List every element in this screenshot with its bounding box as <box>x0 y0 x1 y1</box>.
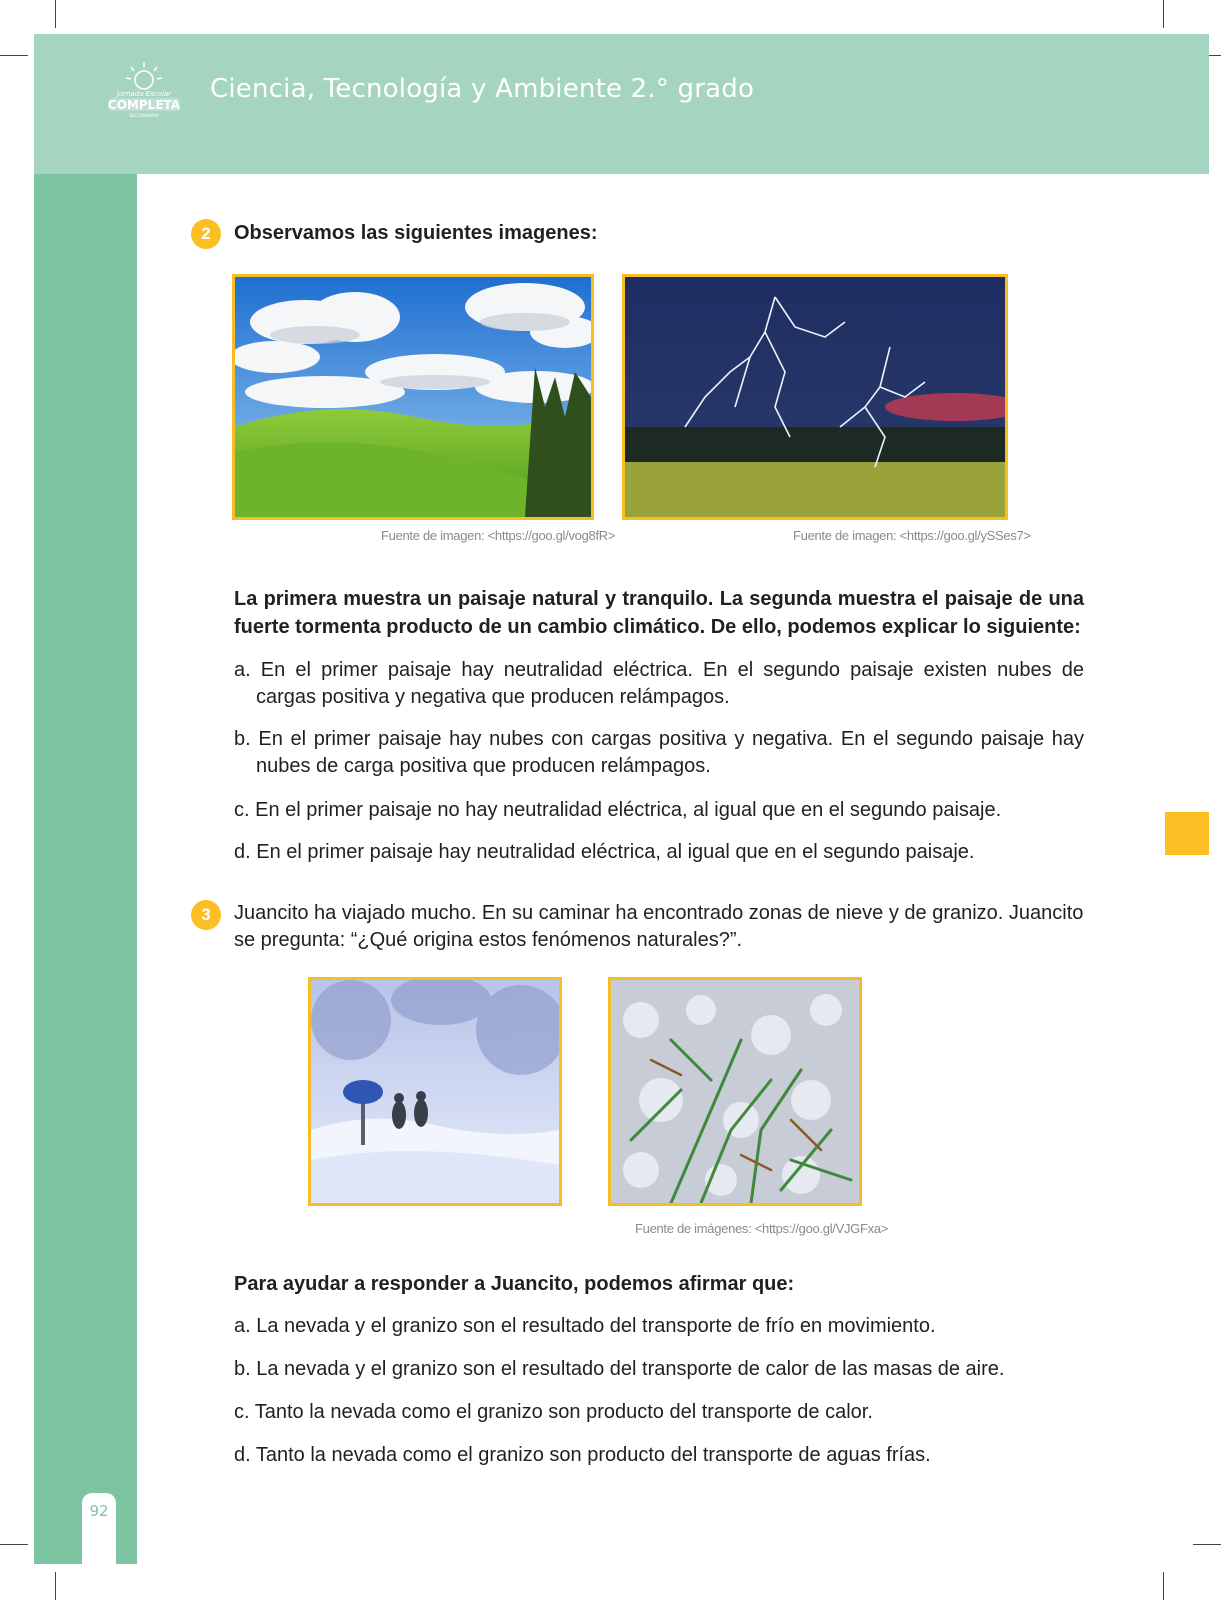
page-number: 92 <box>89 1502 109 1520</box>
left-sidebar <box>34 174 137 1564</box>
svg-text:Jornada Escolar: Jornada Escolar <box>116 90 172 98</box>
jornada-escolar-logo <box>104 60 184 120</box>
answer-option-b[interactable]: b. La nevada y el granizo son el resultado del transporte de calor de las masas de aire. <box>234 1358 1005 1380</box>
answer-option-d[interactable]: d. Tanto la nevada como el granizo son producto del transporte de aguas frías. <box>234 1444 931 1466</box>
svg-text:SECUNDARIA: SECUNDARIA <box>129 114 159 119</box>
image-source-caption: Fuente de imagen: <https://goo.gl/vog8fR> <box>381 528 616 543</box>
svg-text:COMPLETA: COMPLETA <box>107 98 181 112</box>
question-2-title: Observamos las siguientes imagenes: <box>234 222 598 244</box>
crop-mark <box>0 1544 28 1545</box>
crop-mark <box>55 1572 56 1600</box>
crop-mark <box>1193 1544 1221 1545</box>
answer-option-c[interactable]: c. En el primer paisaje no hay neutralidad eléctrica, al igual que en el segundo paisaje. <box>234 799 1002 821</box>
landscape-photo <box>232 274 594 520</box>
answer-option-a[interactable]: a. En el primer paisaje hay neutralidad eléctrica. En el segundo paisaje existen nubes de cargas positiva y negativa que producen relámpagos. <box>234 659 1084 708</box>
crop-mark <box>0 55 28 56</box>
header-title: Ciencia, Tecnología y Ambiente 2.° grado <box>210 74 755 104</box>
answer-option-b[interactable]: b. En el primer paisaje hay nubes con cargas positiva y negativa. En el segundo paisaje hay nubes de carga positiva que producen relámpagos. <box>234 728 1084 777</box>
question-number-badge: 3 <box>191 900 221 930</box>
question-number-badge: 2 <box>191 219 221 249</box>
side-marker <box>1165 812 1209 855</box>
answer-option-c[interactable]: c. Tanto la nevada como el granizo son producto del transporte de calor. <box>234 1401 873 1423</box>
question-3-prompt: Para ayudar a responder a Juancito, podemos afirmar que: <box>234 1273 795 1295</box>
answer-option-a[interactable]: a. La nevada y el granizo son el resultado del transporte de frío en movimiento. <box>234 1315 936 1337</box>
crop-mark <box>1163 0 1164 28</box>
page-header <box>34 34 1209 174</box>
question-3-intro: Juancito ha viajado mucho. En su caminar ha encontrado zonas de nieve y de granizo. Juancito se pregunta: “¿Qué origina estos fenómenos naturales?”. <box>234 902 1084 951</box>
question-2-prompt: La primera muestra un paisaje natural y tranquilo. La segunda muestra el paisaje de una fuerte tormenta producto de un cambio climático. De ello, podemos explicar lo siguiente: <box>234 588 1084 638</box>
hail-photo <box>608 977 862 1206</box>
answer-option-d[interactable]: d. En el primer paisaje hay neutralidad eléctrica, al igual que en el segundo paisaje. <box>234 841 975 863</box>
snow-photo <box>308 977 562 1206</box>
crop-mark <box>1163 1572 1164 1600</box>
image-source-caption: Fuente de imagen: <https://goo.gl/ySSes7> <box>793 528 1031 543</box>
image-source-caption: Fuente de imágenes: <https://goo.gl/VJGFxa> <box>635 1221 889 1236</box>
crop-mark <box>55 0 56 28</box>
storm-lightning-photo <box>622 274 1008 520</box>
